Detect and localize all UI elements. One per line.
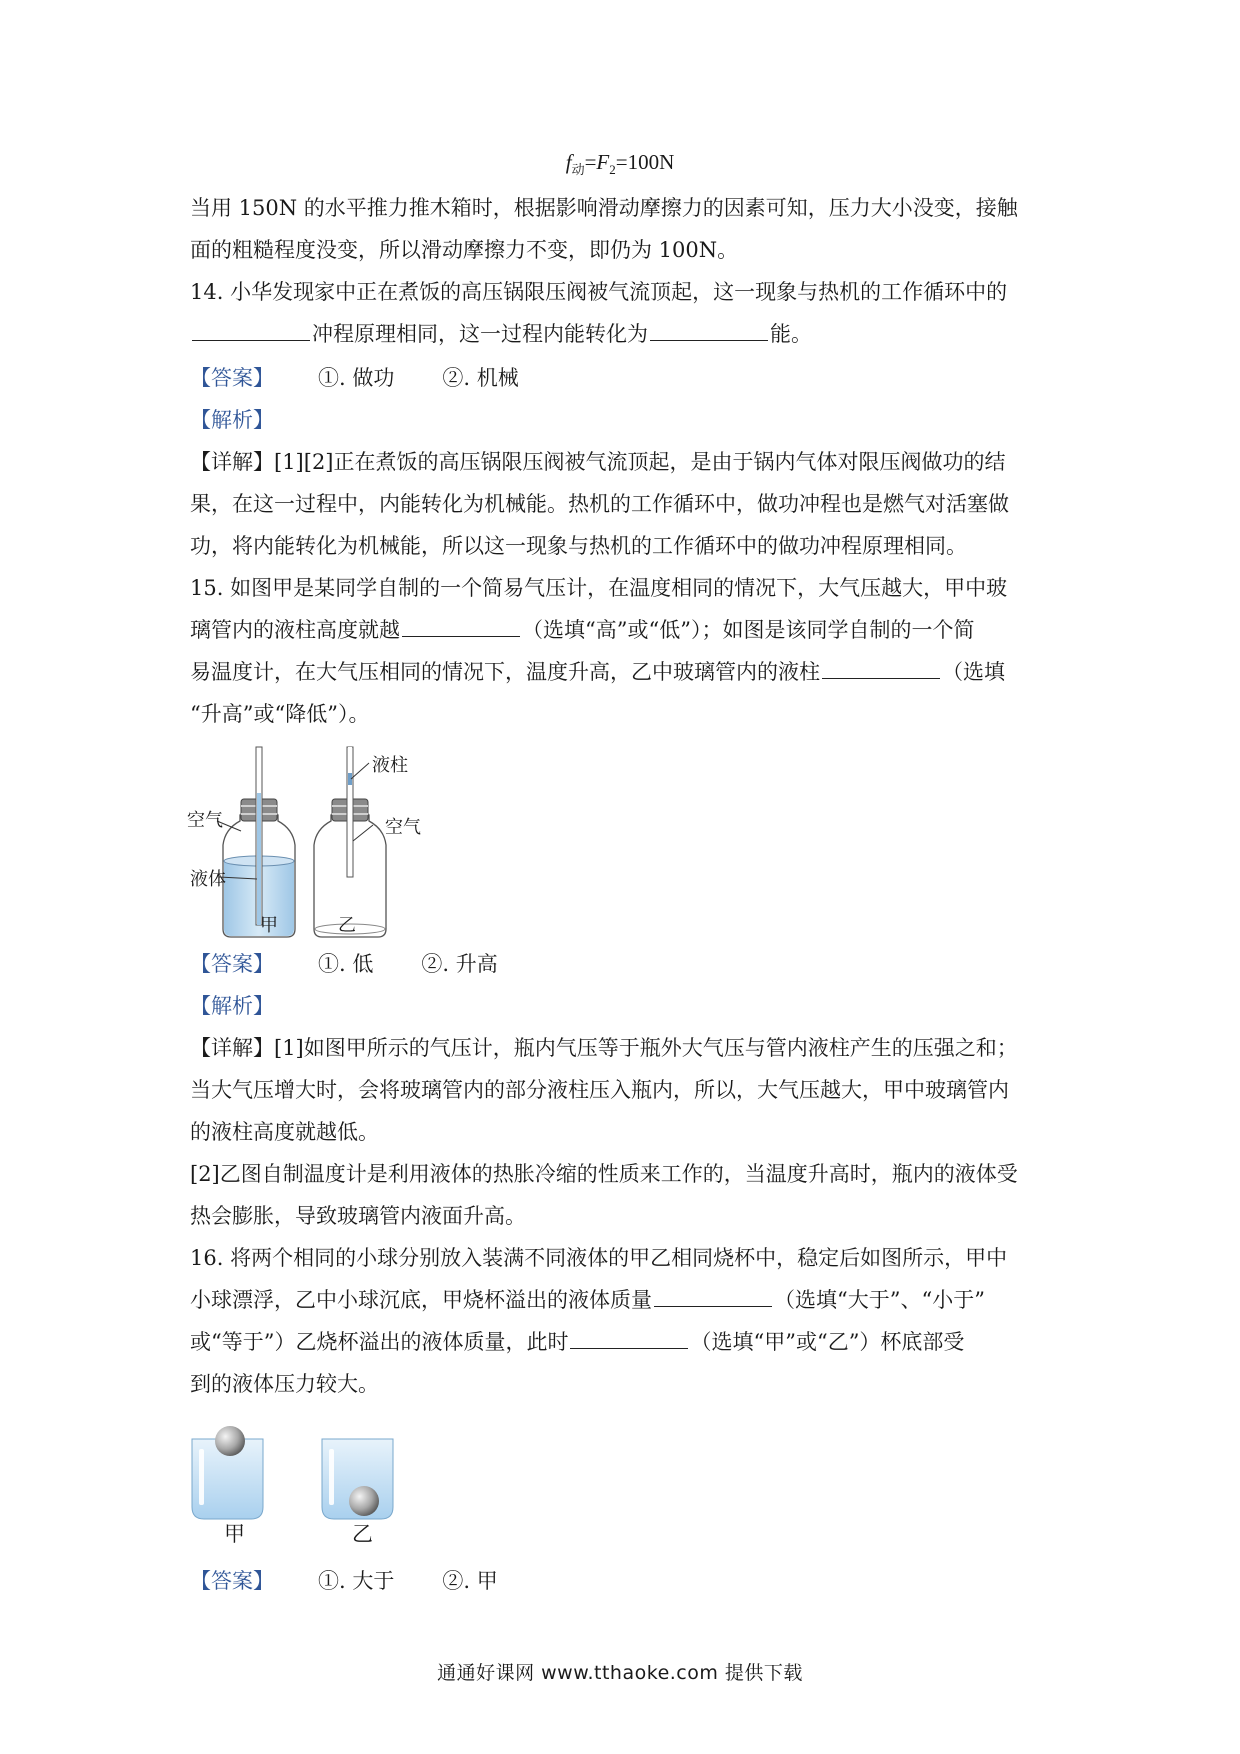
fig-label-air-left: 空气 bbox=[187, 810, 223, 831]
fig-label-jia: 甲 bbox=[260, 915, 278, 936]
q14-answer-2: ②. 机械 bbox=[442, 366, 519, 390]
q16-line-2-b: （选填“大于”、“小于” bbox=[774, 1288, 985, 1312]
q15-detail-5: 热会膨胀，导致玻璃管内液面升高。 bbox=[190, 1204, 526, 1228]
q15-detail-text-1: [1]如图甲所示的气压计，瓶内气压等于瓶外大气压与管内液柱产生的压强之和； bbox=[274, 1036, 1018, 1060]
barometer-bottle bbox=[223, 747, 295, 937]
q14-analysis-tag: 【解析】 bbox=[190, 408, 274, 432]
q14-detail-3: 功，将内能转化为机械能，所以这一现象与热机的工作循环中的做功冲程原理相同。 bbox=[190, 534, 967, 558]
q15-blank-1 bbox=[402, 616, 520, 637]
ball-sunk bbox=[349, 1486, 379, 1516]
q15-detail-tag: 【详解】 bbox=[190, 1036, 274, 1060]
fig-label-yi: 乙 bbox=[338, 915, 356, 936]
q15-analysis-tag: 【解析】 bbox=[190, 994, 274, 1018]
formula-f: f bbox=[565, 150, 572, 174]
q14-line-2 bbox=[190, 320, 812, 348]
q14-line-2-b: 能。 bbox=[770, 322, 812, 346]
q14-detail-1 bbox=[190, 448, 1006, 476]
q15-detail-2: 当大气压增大时，会将玻璃管内的部分液柱压入瓶内，所以，大气压越大，甲中玻璃管内 bbox=[190, 1078, 1009, 1102]
q14-line-2-a: 冲程原理相同，这一过程内能转化为 bbox=[312, 322, 648, 346]
q15-blank-2 bbox=[822, 658, 940, 679]
q16-answer-1: ①. 大于 bbox=[318, 1569, 395, 1593]
q15-line-4: “升高”或“降低”）。 bbox=[190, 702, 370, 726]
q16-blank-2 bbox=[570, 1328, 688, 1349]
q14-detail-tag: 【详解】 bbox=[190, 450, 274, 474]
q15-line-2-b: （选填“高”或“低”）；如图是该同学自制的一个简 bbox=[522, 618, 975, 642]
q16-line-2-a: 小球漂浮，乙中小球沉底，甲烧杯溢出的液体质量 bbox=[190, 1288, 652, 1312]
q16-answer-2: ②. 甲 bbox=[442, 1569, 498, 1593]
q15-line-3-b: （选填 bbox=[942, 660, 1005, 684]
formula-value: =100N bbox=[615, 150, 675, 174]
q16-answer bbox=[190, 1567, 498, 1595]
q15-line-2-a: 璃管内的液柱高度就越 bbox=[190, 618, 400, 642]
page-footer: 通通好课网 www.tthaoke.com 提供下载 bbox=[437, 1662, 803, 1684]
q15-answer-2: ②. 升高 bbox=[421, 952, 498, 976]
q14-answer bbox=[190, 364, 519, 392]
ball-floating bbox=[215, 1426, 245, 1456]
q14-line-1: 14. 小华发现家中正在煮饭的高压锅限压阀被气流顶起，这一现象与热机的工作循环中的 bbox=[190, 280, 1008, 304]
formula-equals: = bbox=[584, 150, 597, 174]
q15-line-1: 15. 如图甲是某同学自制的一个简易气压计，在温度相同的情况下，大气压越大，甲中玻 bbox=[190, 576, 1008, 600]
q15-answer-1: ①. 低 bbox=[318, 952, 374, 976]
q15-answer bbox=[190, 950, 498, 978]
q16-fig-label-jia: 甲 bbox=[224, 1522, 245, 1546]
q16-line-3 bbox=[190, 1328, 964, 1356]
formula-F-subscript: 2 bbox=[609, 162, 616, 178]
formula-line bbox=[0, 150, 1240, 178]
q14-answer-tag: 【答案】 bbox=[190, 366, 274, 390]
fig-label-column: 液柱 bbox=[372, 755, 408, 776]
q15-analysis bbox=[190, 992, 274, 1020]
q16-answer-tag: 【答案】 bbox=[190, 1569, 274, 1593]
q15-answer-tag: 【答案】 bbox=[190, 952, 274, 976]
q14-detail-text-1: [1][2]正在煮饭的高压锅限压阀被气流顶起，是由于锅内气体对限压阀做功的结 bbox=[274, 450, 1006, 474]
q16-fig-label-yi: 乙 bbox=[352, 1522, 373, 1546]
q16-figure bbox=[185, 1415, 415, 1525]
q16-line-2 bbox=[190, 1286, 985, 1314]
q14-analysis bbox=[190, 406, 274, 434]
q16-line-3-a: 或“等于”）乙烧杯溢出的液体质量，此时 bbox=[190, 1330, 569, 1354]
p13-line-1: 当用 150N 的水平推力推木箱时，根据影响滑动摩擦力的因素可知，压力大小没变，接触 bbox=[190, 196, 1018, 220]
q15-line-2 bbox=[190, 616, 974, 644]
q15-detail-4: [2]乙图自制温度计是利用液体的热胀冷缩的性质来工作的，当温度升高时，瓶内的液体受 bbox=[190, 1162, 1018, 1186]
q14-detail-2: 果，在这一过程中，内能转化为机械能。热机的工作循环中，做功冲程也是燃气对活塞做 bbox=[190, 492, 1009, 516]
q15-line-3-a: 易温度计，在大气压相同的情况下，温度升高，乙中玻璃管内的液柱 bbox=[190, 660, 820, 684]
fig-label-liquid: 液体 bbox=[190, 869, 226, 890]
q16-line-3-b: （选填“甲”或“乙”）杯底部受 bbox=[690, 1330, 965, 1354]
p13-line-2: 面的粗糙程度没变，所以滑动摩擦力不变，即仍为 100N。 bbox=[190, 238, 739, 262]
q15-detail-1 bbox=[190, 1034, 1018, 1062]
q14-answer-1: ①. 做功 bbox=[318, 366, 395, 390]
beaker-jia bbox=[192, 1426, 263, 1519]
q14-blank-2 bbox=[650, 320, 768, 341]
q14-blank-1 bbox=[192, 320, 310, 341]
q15-detail-3: 的液柱高度就越低。 bbox=[190, 1120, 379, 1144]
q16-line-4: 到的液体压力较大。 bbox=[190, 1372, 379, 1396]
beaker-yi bbox=[322, 1439, 393, 1519]
formula-f-subscript: 动 bbox=[571, 162, 585, 178]
q16-blank-1 bbox=[654, 1286, 772, 1307]
q16-line-1: 16. 将两个相同的小球分别放入装满不同液体的甲乙相同烧杯中，稳定后如图所示，甲中 bbox=[190, 1246, 1008, 1270]
q15-line-3 bbox=[190, 658, 1005, 686]
fig-label-air-right: 空气 bbox=[385, 817, 421, 838]
formula-F: F bbox=[596, 150, 610, 174]
